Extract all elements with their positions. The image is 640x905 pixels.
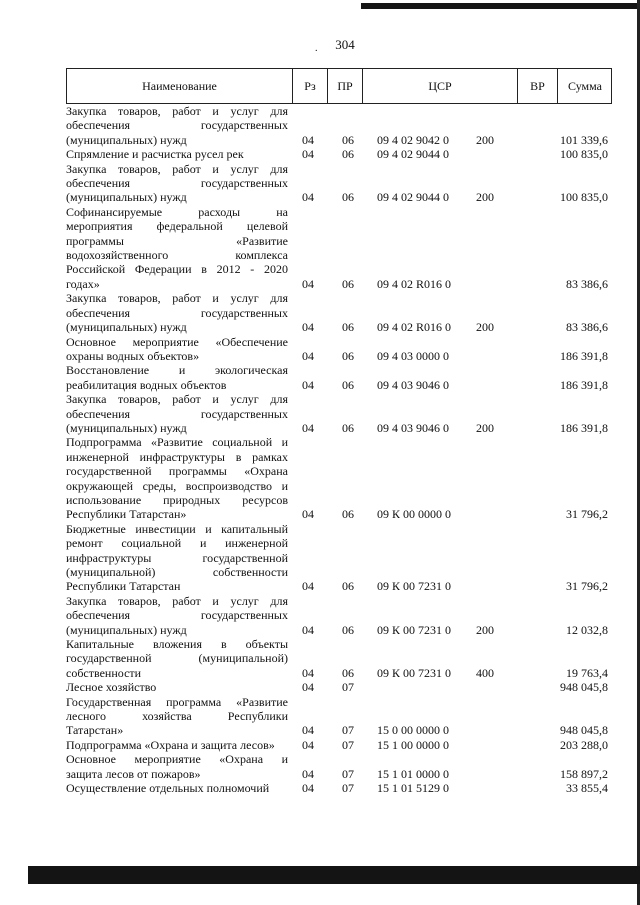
row-name-line: государственной (муниципальной) [66, 651, 288, 666]
row-name [66, 104, 288, 147]
table-row [66, 680, 612, 694]
row-sum: 948 045,8 [560, 723, 608, 738]
row-name [66, 392, 288, 435]
row-csr: 09 4 02 9044 0 [377, 147, 449, 162]
row-vr: 200 [476, 320, 494, 335]
row-name-line: обеспечения государственных [66, 305, 288, 320]
row-csr: 09 4 03 9046 0 [377, 377, 449, 392]
row-name-line: мероприятия федеральной целевой [66, 219, 288, 234]
row-sum: 100 835,0 [560, 190, 608, 205]
table-row [66, 392, 612, 435]
row-sum: 101 339,6 [560, 132, 608, 147]
row-csr: 15 0 00 0000 0 [377, 723, 449, 738]
row-name-line: Государственная программа «Развитие [66, 694, 288, 709]
row-pr: 07 [342, 723, 354, 738]
row-csr: 09 4 02 R016 0 [377, 276, 452, 291]
row-rz: 04 [302, 622, 314, 637]
row-name [66, 162, 288, 205]
row-csr: 15 1 00 0000 0 [377, 737, 449, 752]
row-name-line: обеспечения государственных [66, 608, 288, 623]
row-pr: 07 [342, 680, 354, 695]
row-rz: 04 [302, 132, 314, 147]
table-row [66, 162, 612, 205]
row-csr: 09 К 00 7231 0 [377, 622, 452, 637]
header-vr: ВР [518, 69, 558, 103]
table-row [66, 335, 612, 364]
row-name-line: инфраструктуры государственной [66, 550, 288, 565]
header-name: Наименование [67, 69, 293, 103]
row-csr: 09 4 03 9046 0 [377, 420, 449, 435]
row-name-line: Лесное хозяйство [66, 680, 157, 695]
row-pr: 06 [342, 579, 354, 594]
row-csr: 15 1 01 0000 0 [377, 766, 449, 781]
row-name-line: использование природных ресурсов [66, 492, 288, 507]
table-row [66, 363, 612, 392]
row-name [66, 522, 288, 594]
page-number: . 304 [315, 37, 355, 54]
row-sum: 33 855,4 [566, 781, 608, 796]
row-name-line: Капитальные вложения в объекты [66, 637, 288, 652]
row-pr: 06 [342, 420, 354, 435]
row-name-line: (муниципальной) собственности [66, 565, 288, 579]
row-name-line: Подпрограмма «Развитие социальной и [66, 435, 288, 450]
row-pr: 07 [342, 766, 354, 781]
row-rz: 04 [302, 348, 314, 363]
row-name-line: Татарстан» [66, 723, 124, 738]
row-csr: 09 4 02 9044 0 [377, 190, 449, 205]
row-name-line: окружающей среды, воспроизводство и [66, 478, 288, 493]
row-pr: 06 [342, 622, 354, 637]
row-pr: 06 [342, 190, 354, 205]
row-name-line: Закупка товаров, работ и услуг для [66, 161, 288, 176]
row-pr: 06 [342, 147, 354, 162]
row-name-line: программы «Развитие [66, 233, 288, 248]
row-name-line: (муниципальных) нужд [66, 190, 187, 205]
row-vr: 200 [476, 622, 494, 637]
scan-speck: . [315, 43, 318, 54]
row-name-line: охраны водных объектов» [66, 348, 200, 363]
table-row [66, 594, 612, 637]
row-sum: 31 796,2 [566, 507, 608, 522]
header-sum: Сумма [568, 79, 602, 93]
row-name-line: Спрямление и расчистка русел рек [66, 147, 244, 162]
table-row [66, 781, 612, 795]
row-name-line: (муниципальных) нужд [66, 320, 187, 335]
row-rz: 04 [302, 190, 314, 205]
row-csr: 09 К 00 7231 0 [377, 665, 452, 680]
row-name-line: (муниципальных) нужд [66, 420, 187, 435]
row-name-line: (муниципальных) нужд [66, 622, 187, 637]
row-rz: 04 [302, 276, 314, 291]
row-pr: 06 [342, 377, 354, 392]
row-name-line: инженерной инфраструктуры в рамках [66, 449, 288, 464]
row-csr: 09 4 02 9042 0 [377, 132, 449, 147]
row-sum: 948 045,8 [560, 680, 608, 695]
row-name-line: ремонт социальной и инженерной [66, 536, 288, 551]
row-sum: 83 386,6 [566, 276, 608, 291]
row-name-line: лесного хозяйства Республики [66, 709, 288, 724]
row-name-line: Закупка товаров, работ и услуг для [66, 291, 288, 306]
row-sum: 186 391,8 [560, 420, 608, 435]
row-name [66, 291, 288, 334]
row-name-line: обеспечения государственных [66, 176, 288, 191]
row-csr: 09 К 00 7231 0 [377, 579, 452, 594]
row-name-line: Бюджетные инвестиции и капитальный [66, 521, 288, 536]
row-name-line: государственной программы «Охрана [66, 464, 288, 479]
row-pr: 07 [342, 737, 354, 752]
row-rz: 04 [302, 377, 314, 392]
row-name-line: Подпрограмма «Охрана и защита лесов» [66, 737, 275, 752]
row-name-line: обеспечения государственных [66, 406, 288, 421]
row-rz: 04 [302, 766, 314, 781]
row-pr: 06 [342, 320, 354, 335]
row-rz: 04 [302, 665, 314, 680]
row-name [66, 335, 288, 364]
row-name-line: годах» [66, 276, 100, 291]
row-name [66, 781, 288, 795]
row-sum: 186 391,8 [560, 348, 608, 363]
header-pr: ПР [328, 69, 363, 103]
row-rz: 04 [302, 320, 314, 335]
row-name-line: Республики Татарстан [66, 579, 181, 594]
row-vr: 400 [476, 665, 494, 680]
row-sum: 12 032,8 [566, 622, 608, 637]
row-vr: 200 [476, 132, 494, 147]
row-rz: 04 [302, 723, 314, 738]
row-name [66, 594, 288, 637]
row-name [66, 205, 288, 291]
row-name [66, 363, 288, 392]
table-row [66, 205, 612, 291]
row-name-line: Закупка товаров, работ и услуг для [66, 392, 288, 407]
row-name-line: собственности [66, 665, 142, 680]
row-name-line: Восстановление и экологическая [66, 363, 288, 378]
row-name-line: Софинансируемые расходы на [66, 204, 288, 219]
row-name [66, 752, 288, 781]
row-name-line: Российской Федерации в 2012 - 2020 [66, 262, 288, 277]
row-name-line: Закупка товаров, работ и услуг для [66, 104, 288, 118]
row-name-line: Основное мероприятие «Обеспечение [66, 334, 288, 349]
scan-bottom-bar [28, 866, 640, 884]
row-sum: 203 288,0 [560, 737, 608, 752]
row-rz: 04 [302, 737, 314, 752]
row-name-line: Закупка товаров, работ и услуг для [66, 593, 288, 608]
row-pr: 06 [342, 507, 354, 522]
row-name-line: реабилитация водных объектов [66, 377, 227, 392]
row-name [66, 680, 288, 694]
row-pr: 06 [342, 132, 354, 147]
row-rz: 04 [302, 507, 314, 522]
table-row [66, 435, 612, 521]
row-csr: 15 1 01 5129 0 [377, 781, 449, 796]
table-row [66, 291, 612, 334]
table-row [66, 637, 612, 680]
row-sum: 83 386,6 [566, 320, 608, 335]
row-rz: 04 [302, 420, 314, 435]
row-name [66, 738, 288, 752]
row-rz: 04 [302, 680, 314, 695]
row-pr: 06 [342, 348, 354, 363]
table-row [66, 522, 612, 594]
row-csr: 09 4 02 R016 0 [377, 320, 452, 335]
row-sum: 19 763,4 [566, 665, 608, 680]
row-pr: 06 [342, 276, 354, 291]
row-name-line: водохозяйственного комплекса [66, 248, 288, 263]
scan-top-bar [361, 3, 640, 9]
table-row [66, 752, 612, 781]
row-name [66, 637, 288, 680]
table-body [66, 104, 612, 796]
row-sum: 31 796,2 [566, 579, 608, 594]
row-rz: 04 [302, 781, 314, 796]
row-vr: 200 [476, 420, 494, 435]
row-csr: 09 К 00 0000 0 [377, 507, 452, 522]
row-name-line: защита лесов от пожаров» [66, 766, 201, 781]
header-rz: Рз [293, 69, 328, 103]
row-pr: 06 [342, 665, 354, 680]
row-sum: 158 897,2 [560, 766, 608, 781]
row-rz: 04 [302, 147, 314, 162]
row-rz: 04 [302, 579, 314, 594]
row-csr: 09 4 03 0000 0 [377, 348, 449, 363]
row-name-line: (муниципальных) нужд [66, 132, 187, 147]
row-name [66, 147, 288, 161]
row-name [66, 435, 288, 521]
row-name-line: обеспечения государственных [66, 118, 288, 133]
row-name-line: Республики Татарстан» [66, 507, 187, 522]
row-name [66, 695, 288, 738]
table-row [66, 104, 612, 147]
row-sum: 186 391,8 [560, 377, 608, 392]
row-name-line: Основное мероприятие «Охрана и [66, 752, 288, 767]
table-row [66, 147, 612, 161]
table-row [66, 695, 612, 738]
table-row [66, 738, 612, 752]
header-csr: ЦСР [363, 69, 518, 103]
row-vr: 200 [476, 190, 494, 205]
row-sum: 100 835,0 [560, 147, 608, 162]
row-pr: 07 [342, 781, 354, 796]
table-header [66, 68, 612, 104]
row-name-line: Осуществление отдельных полномочий [66, 781, 270, 796]
